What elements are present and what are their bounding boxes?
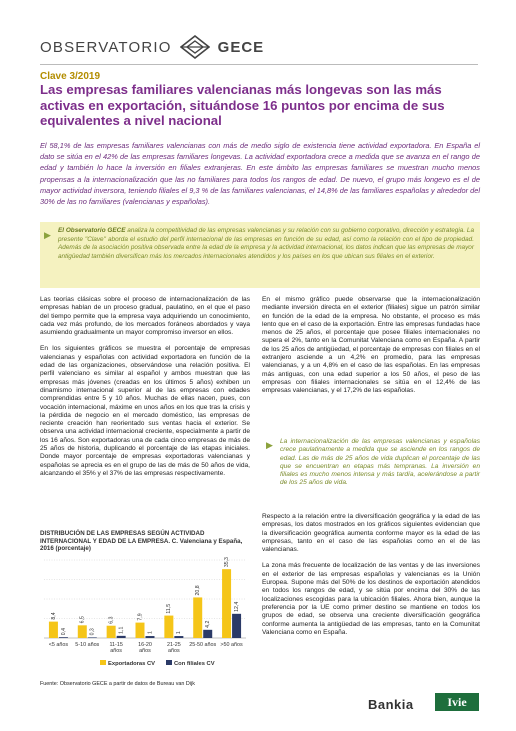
callout-text bbox=[58, 227, 474, 261]
legend-swatch bbox=[100, 660, 106, 665]
summary-paragraph: El 58,1% de las empresas familiares valencianas con más de medio siglo de existencia tiene actividad exportadora. En España el dato se sitúa en el 42% de las empresas familiares longevas. La actividad exportadora crece a medida que se avanza en el rango de edad y también lo hace la inversión en filiales extranjeras. En este ámbito las empresas familiares se muestran mucho menos propensas a la internacionalización que las no familiares para todos los rangos de edad. De nuevo, el grupo más longevo es el de mayor actividad inversora, teniendo filiales el 9,3 % de las familiares valencianas, el 14,8% de las familiares españolas y alrededor del 30% de las no familiares (valencianas y españolas). bbox=[40, 141, 480, 207]
bar-exportadoras bbox=[222, 569, 231, 638]
callout-box bbox=[40, 222, 480, 288]
callout-body: analiza la competitividad de las empresas valencianas y su relación con su gobierno corporativo, dirección y estrategia. La presente "Clave" aborda el estudio del perfil internacional de las empresas en función de su edad, así como la relación con el tipo de propiedad. Además de la asociación positiva observada entre la edad de la empresa y la actividad internacional, los datos indican que las empresas de mayor antigüedad también diversifican más los mercados internacionales atendidos y los países en los que ubican sus filiales en el exterior. bbox=[58, 227, 474, 260]
bar-exportadoras bbox=[136, 623, 145, 638]
data-label: 1,1 bbox=[118, 626, 125, 634]
right-paragraph-2: Respecto a la relación entre la diversificación geográfica y la edad de las empresas, los datos mostrados en los gráficos siguientes evidencian que la diversificación geográfica aumenta conforme mayor es la edad de las empresas, tanto en el caso de las españolas como en el de las valencianas. bbox=[262, 513, 480, 554]
bar-chart bbox=[40, 552, 250, 680]
clave-label: Clave 3/2019 bbox=[40, 71, 101, 82]
legend-swatch bbox=[166, 660, 172, 665]
header-divider bbox=[40, 64, 478, 65]
bar-filiales bbox=[203, 630, 212, 638]
right-paragraph-3: La zona más frecuente de localización de las ventas y de las inversiones en el exterior de las empresas españolas y valencianas es la Unión Europea. Supone más del 50% de los destinos de exportación atendidos en todos los rangos de edad, y se sitúa por encima del 30% de las localizaciones escogidas para la ubicación filiales. Ahora bien, aunque la preferencia por la UE como primer destino se mantiene en todos los grupos de edad, se observa una creciente diversificación geográfica conforme aumenta la antigüedad de las empresas, tanto en la Comunitat Valenciana como en España. bbox=[262, 562, 480, 636]
pull-quote bbox=[262, 438, 480, 502]
x-tick-label: 5-10 años bbox=[75, 642, 100, 648]
bar-filiales bbox=[59, 637, 68, 638]
left-paragraph-1: Las teorías clásicas sobre el proceso de internacionalización de las empresas hablan de un proceso gradual, paulatino, en el que el paso del tiempo permite que la empresa vaya adquiriendo un conocimiento, cada vez más profundo, de los mercados foráneos abordados y vaya asumiendo gradualmente un mayor compromiso inversor en ellos. bbox=[40, 296, 250, 337]
legend-label: Con filiales CV bbox=[174, 661, 215, 667]
right-column bbox=[262, 296, 480, 404]
ivie-logo: Ivie bbox=[435, 693, 479, 711]
bar-filiales bbox=[146, 636, 155, 638]
bankia-logo: Bankia bbox=[368, 697, 414, 712]
data-label: 6,3 bbox=[108, 616, 115, 624]
data-label: 4,2 bbox=[205, 620, 212, 628]
bar-filiales bbox=[174, 636, 183, 638]
report-header bbox=[40, 30, 480, 64]
right-paragraph-1: En el mismo gráfico puede observarse que la internacionalización mediante inversión directa en el exterior (filiales) sigue un patrón similar en función de la edad de la empresa. No obstante, el proceso es más lento que en el caso de la exportación. Entre las empresas fundadas hace menos de 25 años, el porcentaje que posee filiales internacionales no supera el 2%, tanto en la Comunitat Valenciana como en España. A partir de los 25 años de antigüedad, el porcentaje de empresas con filiales en el extranjero asciende a un 4,2% en promedio, para las empresas valencianas, y a un 4,8% en el caso de las españolas. En las empresas más antiguas, con una edad superior a los 50 años, el peso de las empresas con filiales internacionales se sitúa en el 12,4% de las empresas valencianas, y el 17,2% de las españolas. bbox=[262, 296, 480, 395]
x-tick-label: <5 años bbox=[48, 642, 69, 648]
bar-filiales bbox=[117, 636, 126, 638]
data-label: 20,8 bbox=[195, 585, 202, 596]
arrow-right-icon: ▶ bbox=[266, 440, 273, 450]
chart-source: Fuente: Observatorio GECE a partir de datos de Bureau van Dijk bbox=[40, 681, 195, 687]
brand-gece: GECE bbox=[217, 38, 265, 56]
x-tick-label: >50 años bbox=[220, 642, 243, 648]
chart-container bbox=[40, 530, 250, 680]
data-label: 6,5 bbox=[79, 616, 86, 624]
data-label: 0,4 bbox=[60, 628, 67, 636]
x-tick-label: 11-15 años bbox=[109, 642, 123, 654]
bar-exportadoras bbox=[49, 622, 58, 638]
data-label: 1 bbox=[176, 631, 183, 635]
data-label: 1 bbox=[147, 631, 154, 635]
gece-logo-icon bbox=[180, 35, 210, 59]
bar-exportadoras bbox=[193, 597, 202, 638]
legend-label: Exportadoras CV bbox=[108, 661, 156, 667]
x-tick-label: 21-25 años bbox=[166, 642, 181, 654]
data-label: 11,5 bbox=[166, 603, 173, 614]
chart-title: DISTRIBUCIÓN DE LAS EMPRESAS SEGÚN ACTIVIDAD INTERNACIONAL Y EDAD DE LA EMPRESA. C. Valenciana y España, 2016 (porcentaje) bbox=[40, 530, 243, 553]
right-column-lower bbox=[262, 513, 480, 645]
pull-quote-text: La internacionalización de las empresas valencianas y españolas crece paulatinamente a medida que se asciende en los rangos de edad. Las de más de 25 años de vida duplican el porcentaje de las que se encuentran en etapas más tempranas. La inversión en filiales es mucho menos intensa y más tardía, acelerándose a partir de los 25 años de vida. bbox=[280, 438, 480, 487]
left-paragraph-2: En los siguientes gráficos se muestra el porcentaje de empresas valencianas y españolas con actividad exportadora en función de la edad de las organizaciones, observándose una relación positiva. El perfil valenciano es similar al español y ambos muestran que las empresas más jóvenes (creadas en los últimos 5 años) exhiben un dinamismo internacional superior al de las empresas con edades comprendidas entre 5 y 10 años. Muchas de ellas nacen, pues, con vocación internacional, máxime en unos años en los que tras la crisis y la pérdida de negocio en el mercado doméstico, las empresas de reciente creación han reorientado sus ventas hacia el exterior. Se observa una actividad internacional creciente, especialmente a partir de los 16 años. Son exportadoras una de cada cinco empresas de más de 25 años de historia, duplicando el porcentaje de las etapas iniciales. Donde mayor porcentaje de empresas exportadoras valencianas y españolas se aprecia es en el grupo de las de más de 50 años de vida, alcanzando el 35% y el 37% de las empresas respectivamente. bbox=[40, 345, 250, 477]
bar-exportadoras bbox=[107, 626, 116, 638]
data-label: 12,4 bbox=[233, 601, 240, 612]
bar-filiales bbox=[232, 614, 241, 638]
bar-exportadoras bbox=[164, 616, 173, 638]
bar-filiales bbox=[88, 637, 97, 638]
x-tick-label: 16-20 años bbox=[138, 642, 152, 654]
brand-observatorio: OBSERVATORIO bbox=[40, 38, 172, 56]
callout-lead: El Observatorio GECE bbox=[58, 227, 126, 234]
data-label: 35,3 bbox=[223, 557, 230, 568]
data-label: 0,3 bbox=[89, 628, 96, 636]
x-tick-label: 25-50 años bbox=[189, 642, 217, 648]
data-label: 7,9 bbox=[137, 613, 144, 621]
left-column bbox=[40, 296, 250, 486]
arrow-right-icon: ▶ bbox=[44, 230, 51, 240]
data-label: 8,4 bbox=[50, 612, 57, 620]
page-title: Las empresas familiares valencianas más longevas son las más activas en exportación, situándose 16 puntos por encima de sus equivalentes a nivel nacional bbox=[40, 82, 445, 128]
bar-exportadoras bbox=[78, 625, 87, 638]
